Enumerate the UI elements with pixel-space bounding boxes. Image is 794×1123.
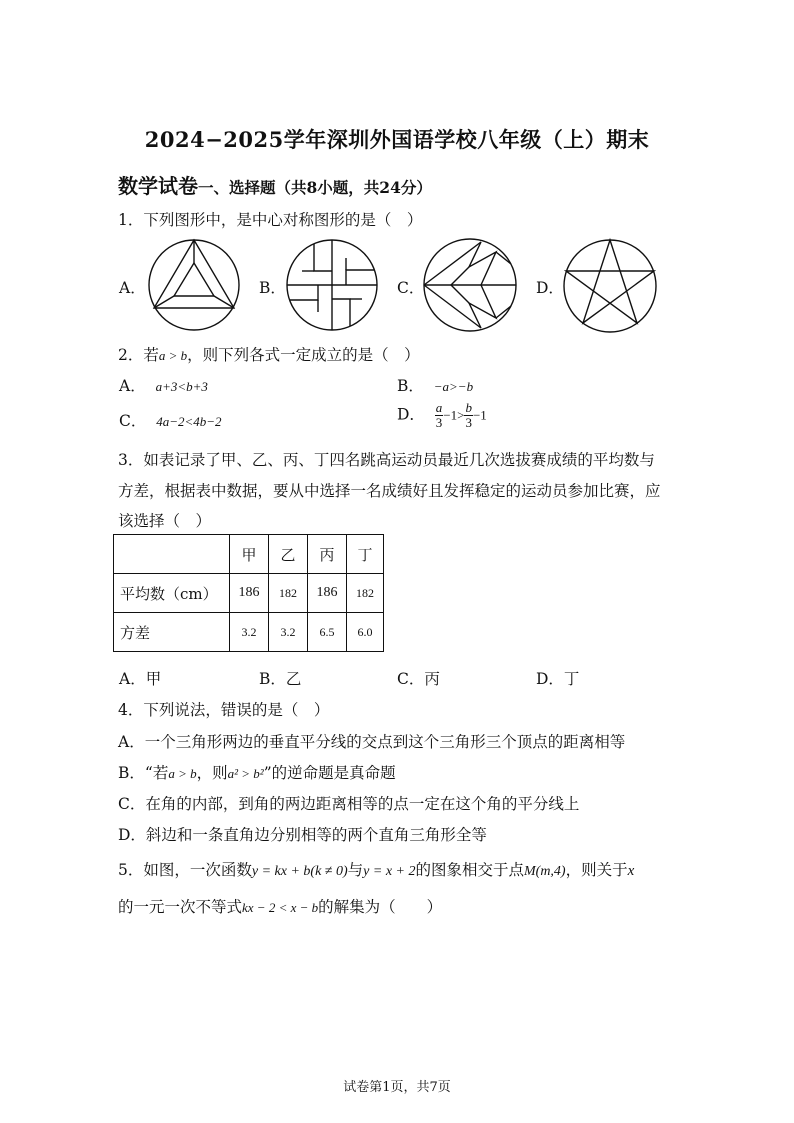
- q1-option-a-label: A．: [119, 279, 146, 297]
- q2-option-b: [397, 374, 473, 396]
- section-heading: [118, 170, 432, 199]
- q3-option-d: D．丁: [536, 670, 580, 688]
- section-prefix: 数学试卷: [118, 174, 198, 198]
- question-1-stem: 1．下列图形中，是中心对称图形的是（ ）: [118, 211, 423, 229]
- q3-option-a: A．甲: [119, 670, 162, 688]
- table-header-cell: 乙: [269, 535, 308, 574]
- q1-option-b-label: B．: [259, 279, 286, 297]
- q2-option-b-label: B．: [397, 377, 424, 395]
- table-cell: 186: [308, 574, 347, 613]
- q4-option-b-prefix: B．“若: [118, 764, 169, 782]
- q1-option-d-label: D．: [536, 279, 564, 297]
- question-5-line-1: [118, 858, 634, 880]
- q5-text-1: 5．如图，一次函数: [118, 861, 252, 879]
- q4-option-b-math-1: a > b: [168, 766, 197, 781]
- q2-condition: a > b: [158, 348, 188, 363]
- fraction-denominator: 3: [465, 415, 472, 430]
- q4-option-c: C．在角的内部，到角的两边距离相等的点一定在这个角的平分线上: [118, 795, 580, 813]
- q5-text-4: ，则关于: [565, 861, 628, 879]
- q3-option-c: C．丙: [397, 670, 440, 688]
- circle-pinwheel-icon: [284, 238, 380, 332]
- circle-pentagram-icon: [561, 236, 659, 334]
- q4-option-d: D．斜边和一条直角边分别相等的两个直角三角形全等: [118, 826, 487, 844]
- q5-line2-math: kx − 2 < x − b: [242, 900, 319, 915]
- q2-option-c: [119, 409, 222, 431]
- q2-stem-prefix: 2．若: [118, 346, 159, 364]
- table-cell: 3.2: [230, 613, 269, 652]
- q2-option-a: [119, 374, 208, 396]
- table-header-cell: [114, 535, 230, 574]
- score-table: [113, 534, 384, 652]
- q4-option-b-math-2: a² > b²: [227, 766, 264, 781]
- table-header-cell: 丙: [308, 535, 347, 574]
- q2-option-a-expr: a+3<b+3: [155, 379, 208, 394]
- q5-text-2: 与: [347, 861, 364, 879]
- q5-math-1: y = kx + b(k ≠ 0): [251, 864, 348, 879]
- q2-option-d-label: D．: [397, 405, 425, 424]
- q5-math-2: y = x + 2: [363, 864, 416, 879]
- circle-arrow-pattern-icon: [421, 236, 519, 334]
- question-5-line-2: [118, 895, 442, 917]
- q3-option-b: B．乙: [259, 670, 302, 688]
- table-cell: 182: [347, 574, 384, 613]
- question-4-stem: 4．下列说法，错误的是（ ）: [118, 701, 330, 719]
- table-header-row: [114, 535, 384, 574]
- table-cell: 186: [230, 574, 269, 613]
- q2-option-d-mid: −1>: [443, 407, 465, 423]
- q5-line2-text-1: 的一元一次不等式: [118, 898, 243, 916]
- q2-option-d: [397, 401, 487, 430]
- fraction-numerator: a: [435, 400, 443, 415]
- q5-math-4: x: [627, 863, 635, 879]
- question-3-line-2: 方差，根据表中数据，要从中选择一名成绩好且发挥稳定的运动员参加比赛，应: [118, 482, 661, 500]
- q2-option-c-label: C．: [119, 412, 147, 430]
- q2-option-d-tail: −1: [472, 407, 487, 423]
- table-header-cell: 丁: [347, 535, 384, 574]
- q5-math-3: M(m,4): [524, 864, 566, 879]
- table-cell: 6.0: [347, 613, 384, 652]
- q4-option-a: A．一个三角形两边的垂直平分线的交点到这个三角形三个顶点的距离相等: [118, 733, 626, 751]
- table-header-cell: 甲: [230, 535, 269, 574]
- table-cell: 182: [269, 574, 308, 613]
- question-3-line-3: 该选择（ ）: [118, 512, 212, 530]
- q1-option-c-label: C．: [397, 279, 425, 297]
- q2-option-b-expr: −a>−b: [433, 379, 474, 394]
- q2-option-d-fraction-2: [464, 401, 473, 430]
- fraction-denominator: 3: [435, 415, 443, 430]
- q2-stem-suffix: ，则下列各式一定成立的是（ ）: [187, 346, 420, 364]
- circle-inscribed-triangle-icon: [147, 238, 241, 332]
- question-3-line-1: 3．如表记录了甲、乙、丙、丁四名跳高运动员最近几次选拔赛成绩的平均数与: [118, 451, 655, 469]
- q2-option-c-expr: 4a−2<4b−2: [156, 414, 222, 429]
- table-row-label: 平均数（cm）: [114, 574, 230, 613]
- q2-option-a-label: A．: [119, 377, 146, 395]
- q4-option-b-suffix: ”的逆命题是真命题: [263, 764, 396, 782]
- page-footer: 试卷第1页，共7页: [343, 1080, 451, 1095]
- page-title: 2024−2025学年深圳外国语学校八年级（上）期末: [144, 127, 650, 152]
- table-row: [114, 613, 384, 652]
- section-title: 一、选择题（共8小题，共24分）: [198, 178, 432, 197]
- q4-option-b: [118, 761, 396, 783]
- question-2-stem: [118, 343, 420, 365]
- q5-line2-text-2: 的解集为（ ）: [318, 898, 443, 916]
- q5-text-3: 的图象相交于点: [415, 861, 524, 879]
- fraction-numerator: b: [465, 400, 472, 415]
- table-cell: 3.2: [269, 613, 308, 652]
- q4-option-b-mid: ，则: [196, 764, 228, 782]
- table-row: [114, 574, 384, 613]
- table-cell: 6.5: [308, 613, 347, 652]
- table-row-label: 方差: [114, 613, 230, 652]
